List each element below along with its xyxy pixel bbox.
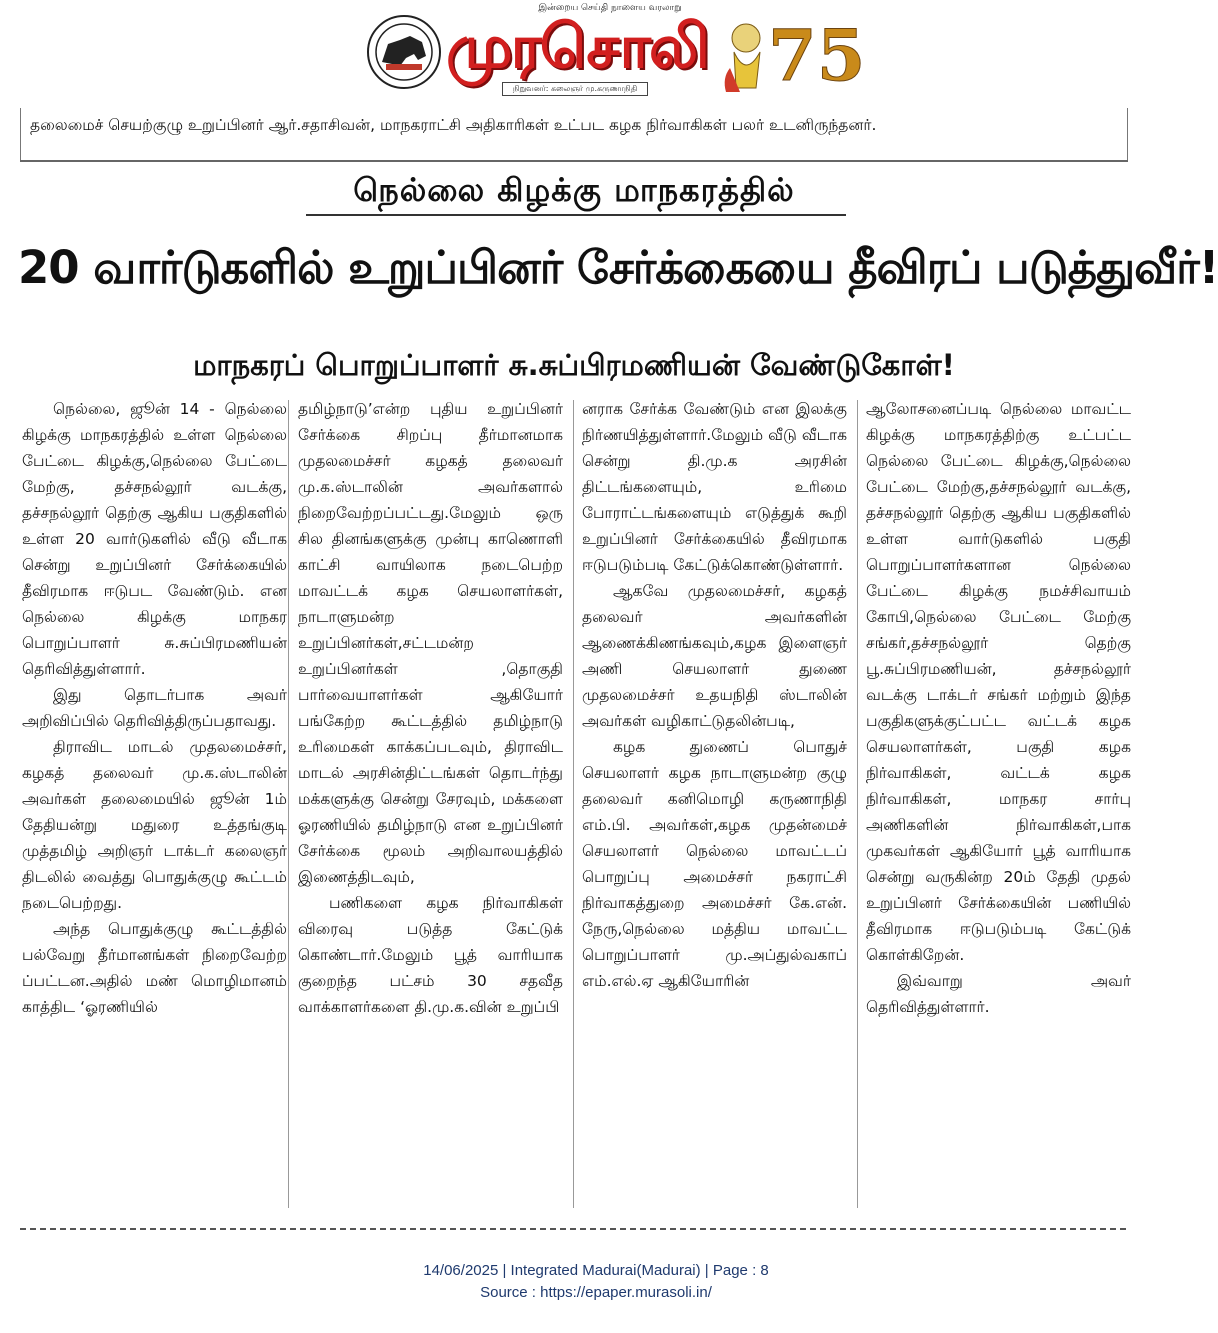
masthead: [0, 0, 1192, 108]
article-kicker: நெல்லை கிழக்கு மாநகரத்தில்: [353, 171, 795, 209]
masthead-tagline: இன்றைய செய்தி நாளைய வரலாறு: [538, 3, 682, 13]
article-paragraph: ஆலோசனைப்படி நெல்லை மாவட்ட கிழக்கு மாநகரத்திற்கு உட்பட்ட நெல்லை பேட்டை கிழக்கு,நெல்லை பேட்டை மேற்கு,தச்சநல்லூர் வடக்கு, தச்சநல்லூர் தெற்கு ஆகிய பகுதிகளில் உள்ள வார்டுகளில் பகுதி பொறுப்பாளர்களான நெல்லை பேட்டை கிழக்கு நமச்சிவாயம் கோபி,நெல்லை பேட்டை மேற்கு சங்கர்,தச்சநல்லூர் தெற்கு பூ.சுப்பிரமணியன், தச்சநல்லூர் வடக்கு டாக்டர் சங்கர் மற்றும் இந்த பகுதிகளுக்குட்பட்ட வட்டக் கழக செயலாளர்கள், பகுதி கழக நிர்வாகிகள், வட்டக் கழக நிர்வாகிகள், மாநகர சார்பு அணிகளின் நிர்வாகிகள்,பாக முகவர்கள் ஆகியோர் பூத் வாரியாக சென்று வருகின்ற 20ம் தேதி முதல் உறுப்பினர் சேர்க்கையின் பணியில் தீவிரமாக ஈடுபடும்படி கேட்டுக் கொள்கிறேன்.: [866, 400, 1131, 964]
article-paragraph: பணிகளை கழக நிர்வாகிகள் விரைவு படுத்த கேட்டுக் கொண்டார்.மேலும் பூத் வாரியாக குறைந்த பட்சம் 30 சதவீத வாக்காளர்களை தி.மு.க.வின் உறுப்பி: [298, 894, 563, 1016]
edition-info: 14/06/2025 | Integrated Madurai(Madurai) | Page : 8: [423, 1262, 769, 1279]
column-divider: [857, 400, 858, 1208]
article-paragraph: தமிழ்நாடு’என்ற புதிய உறுப்பினர் சேர்க்கை சிறப்பு தீர்மானமாக முதலமைச்சர் கழகத் தலைவர் மு.க.ஸ்டாலின் அவர்களால் நிறைவேற்றப்பட்டது.மேலும் ஒரு சில தினங்களுக்கு முன்பு காணொளி காட்சி வாயிலாக நடைபெற்ற மாவட்டக் கழக செயலாளர்கள், நாடாளுமன்ற உறுப்பினர்கள்,சட்டமன்ற உறுப்பினர்கள் ,தொகுதி பார்வையாளர்கள் ஆகியோர் பங்கேற்ற கூட்டத்தில் தமிழ்நாடு உரிமைகள் காக்கப்படவும், திராவிட மாடல் அரசின்திட்டங்கள் தொடர்ந்து மக்களுக்கு சென்று சேரவும், மக்களை ஓரணியில் தமிழ்நாடு என உறுப்பினர் சேர்க்கை மூலம் அறிவாலயத்தில் இணைத்திடவும்,: [298, 400, 563, 886]
article-paragraph: அந்த பொதுக்குழு கூட்டத்தில் பல்வேறு தீர்மானங்கள் நிறைவேற்ற ப்பட்டன.அதில் மண் மொழிமானம் காத்திட ‘ஓரணியில்: [22, 920, 287, 1016]
article-paragraph: இவ்வாறு அவர் தெரிவித்துள்ளார்.: [866, 972, 1131, 1016]
article-paragraph: னராக சேர்க்க வேண்டும் என இலக்கு நிர்ணயித்துள்ளார்.மேலும் வீடு வீடாக சென்று தி.மு.க அரசின் திட்டங்களையும், உரிமை போராட்டங்களையும் எடுத்துக் கூறி உறுப்பினர் சேர்க்கையில் தீவிரமாக ஈடுபடும்படி கேட்டுக்கொண்டுள்ளார்.: [582, 400, 847, 574]
article-column-1: [22, 396, 287, 1211]
column-divider: [573, 400, 574, 1208]
frame-bottom-border: [20, 160, 1128, 162]
clipping-cut-line: [20, 1228, 1126, 1230]
article-paragraph: கழக துணைப் பொதுச் செயலாளர் கழக நாடாளுமன்ற குழு தலைவர் கனிமொழி கருணாநிதி எம்.பி. அவர்கள்,கழக முதன்மைச் செயலாளர் நெல்லை மாவட்டப் பொறுப்பு அமைச்சர் நகராட்சி நிர்வாகத்துறை அமைச்சர் கே.என். நேரு,நெல்லை மத்திய மாவட்ட பொறுப்பாளர் மு.அப்துல்வகாப் எம்.எல்.ஏ ஆகியோரின்: [582, 738, 847, 990]
anniversary-number: 75: [768, 14, 866, 97]
article-paragraph: ஆகவே முதலமைச்சர், கழகத் தலைவர் அவர்களின் ஆணைக்கிணங்கவும்,கழக இளைஞர் அணி செயலாளர் துணை முதலமைச்சர் உதயநிதி ஸ்டாலின் அவர்கள் வழிகாட்டுதலின்படி,: [582, 582, 847, 730]
source-link[interactable]: Source : https://epaper.murasoli.in/: [480, 1284, 712, 1301]
article-column-3: [582, 396, 847, 1211]
article-subhead: மாநகரப் பொறுப்பாளர் சு.சுப்பிரமணியன் வேண்டுகோள்!: [193, 348, 955, 382]
article-paragraph: நெல்லை, ஜூன் 14 - நெல்லை கிழக்கு மாநகரத்தில் உள்ள நெல்லை பேட்டை கிழக்கு,நெல்லை பேட்டை மேற்கு, தச்சநல்லூர் வடக்கு, தச்சநல்லூர் தெற்கு ஆகிய பகுதிகளில் உள்ள 20 வார்டுகளில் வீடு வீடாக சென்று உறுப்பினர் சேர்க்கையில் தீவிரமாக ஈடுபட வேண்டும். என நெல்லை கிழக்கு மாநகர பொறுப்பாளர் சு.சுப்பிரமணியன் தெரிவித்துள்ளார்.: [22, 400, 287, 678]
anniversary-badge-icon: [716, 8, 866, 98]
article-headline: 20 வார்டுகளில் உறுப்பினர் சேர்க்கையை தீவிரப் படுத்துவீர்!: [18, 241, 1218, 294]
article-column-4: [866, 396, 1131, 1211]
kicker-underline: [306, 214, 846, 216]
previous-article-last-line: தலைமைச் செயற்குழு உறுப்பினர் ஆர்.சதாசிவன், மாநகராட்சி அதிகாரிகள் உட்பட கழக நிர்வாகிகள் பலர் உடனிருந்தனர்.: [30, 116, 877, 134]
column-divider: [288, 400, 289, 1208]
article-paragraph: இது தொடர்பாக அவர் அறிவிப்பில் தெரிவித்திருப்பதாவது.: [22, 686, 287, 730]
article-column-2: [298, 396, 563, 1211]
party-emblem-icon: [366, 14, 442, 90]
founder-line: நிறுவனர்: கலைஞர் மு.கருணாநிதி: [502, 82, 648, 96]
article-paragraph: திராவிட மாடல் முதலமைச்சர், கழகத் தலைவர் மு.க.ஸ்டாலின் அவர்கள் தலைமையில் ஜூன் 1ம் தேதியன்று மதுரை உத்தங்குடி முத்தமிழ் அறிஞர் டாக்டர் கலைஞர் திடலில் வைத்து பொதுக்குழு கூட்டம் நடைபெற்றது.: [22, 738, 287, 912]
masthead-logo: முரசொலி: [446, 12, 708, 82]
frame-left-border: [20, 108, 21, 162]
frame-right-border: [1127, 108, 1128, 162]
